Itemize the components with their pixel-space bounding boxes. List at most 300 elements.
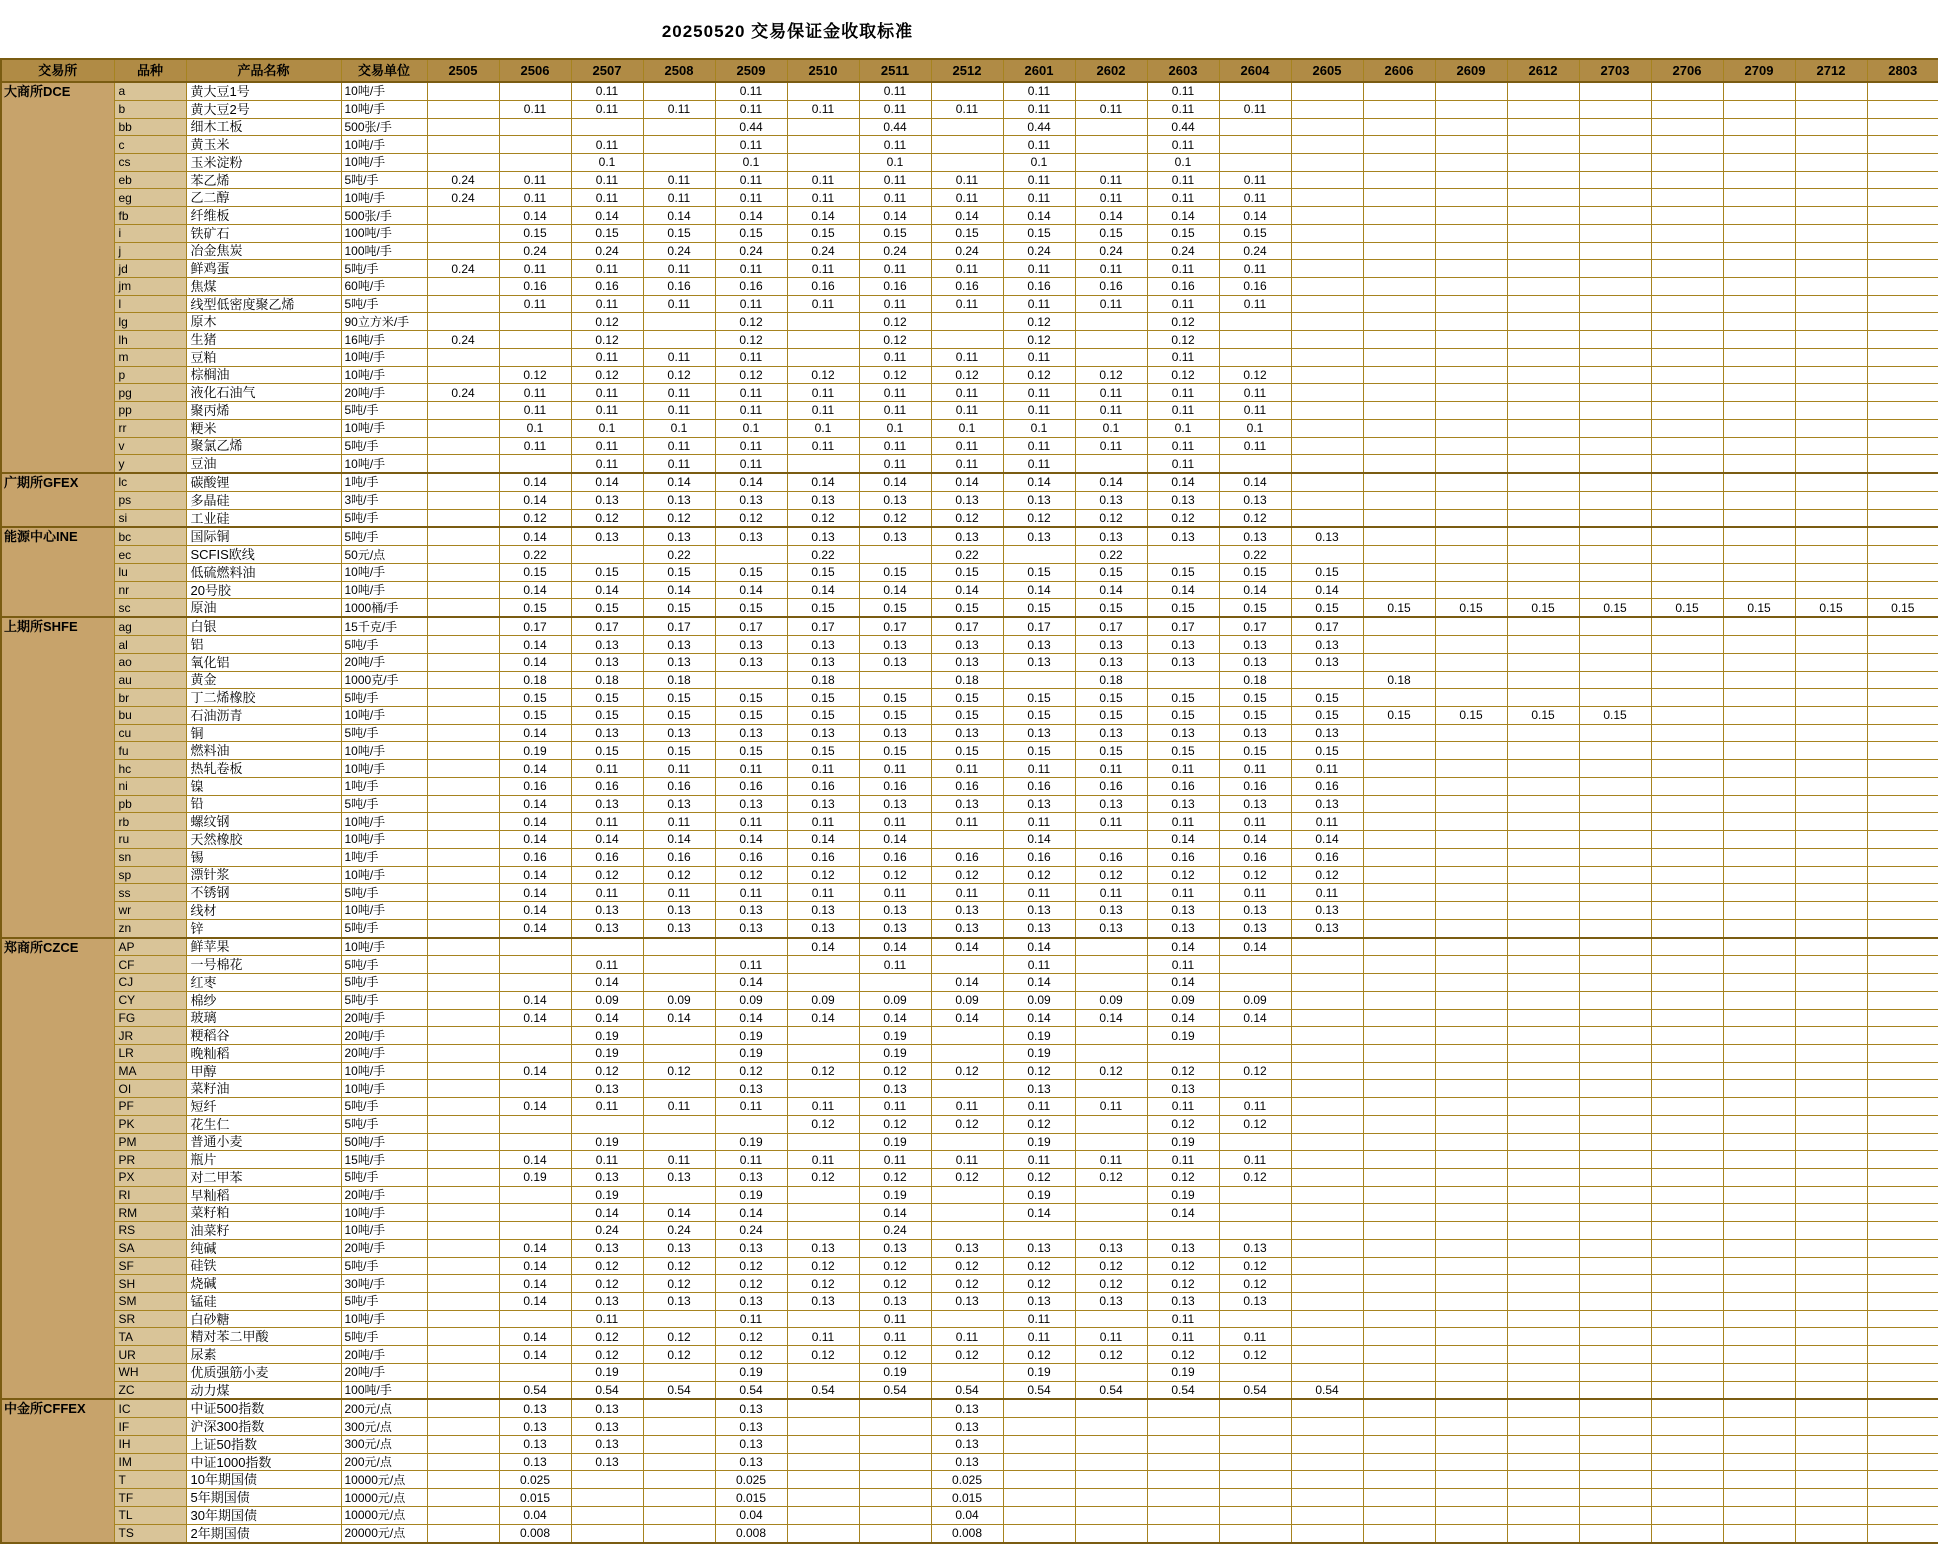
margin-value-cell [1867,242,1938,260]
margin-value-cell: 0.11 [1147,760,1219,778]
margin-value-cell [1363,1204,1435,1222]
variety-code-cell: ss [114,884,186,902]
margin-value-cell: 0.11 [1003,1098,1075,1116]
margin-value-cell [1507,813,1579,831]
product-name-cell: 5年期国债 [186,1489,341,1507]
margin-value-cell [1435,991,1507,1009]
margin-value-cell [1363,1044,1435,1062]
margin-value-cell [1363,724,1435,742]
margin-value-cell [1507,1381,1579,1399]
margin-value-cell: 0.13 [1075,795,1147,813]
margin-value-cell: 0.12 [715,331,787,349]
trade-unit-cell: 10吨/手 [341,742,427,760]
margin-value-cell [1363,1363,1435,1381]
margin-value-cell [787,136,859,154]
margin-value-cell [1507,295,1579,313]
product-name-cell: 粳米 [186,419,341,437]
margin-table [0,58,1938,1544]
margin-value-cell [643,974,715,992]
margin-value-cell [1507,617,1579,635]
margin-value-cell [427,1009,499,1027]
margin-value-cell: 0.24 [931,242,1003,260]
margin-value-cell: 0.12 [1003,366,1075,384]
margin-value-cell [1219,1133,1291,1151]
margin-value-cell [1507,956,1579,974]
trade-unit-cell: 3吨/手 [341,491,427,509]
trade-unit-cell: 20吨/手 [341,1044,427,1062]
margin-value-cell: 0.11 [1003,813,1075,831]
margin-value-cell [787,956,859,974]
trade-unit-cell: 10吨/手 [341,938,427,956]
margin-value-cell: 0.13 [787,1239,859,1257]
margin-value-cell [1507,136,1579,154]
margin-value-cell [1291,1098,1363,1116]
margin-value-cell: 0.14 [499,831,571,849]
margin-value-cell [1795,455,1867,473]
margin-value-cell [787,1204,859,1222]
product-name-cell: 早籼稻 [186,1186,341,1204]
margin-value-cell: 0.12 [1219,1062,1291,1080]
margin-value-cell [1363,509,1435,527]
margin-value-cell: 0.12 [499,366,571,384]
product-name-cell: 焦煤 [186,278,341,296]
margin-value-cell: 0.15 [1291,689,1363,707]
margin-value-cell [1579,1471,1651,1489]
trade-unit-cell: 1000克/手 [341,671,427,689]
margin-value-cell: 0.11 [787,760,859,778]
margin-value-cell [1795,1381,1867,1399]
margin-value-cell: 0.11 [571,82,643,100]
margin-value-cell [1363,1524,1435,1543]
col-header-month: 2712 [1795,59,1867,82]
margin-value-cell [1867,1080,1938,1098]
variety-code-cell: OI [114,1080,186,1098]
margin-value-cell: 0.17 [571,617,643,635]
trade-unit-cell: 5吨/手 [341,991,427,1009]
margin-value-cell [1219,1524,1291,1543]
margin-value-cell: 0.19 [571,1186,643,1204]
margin-value-cell: 0.15 [1219,742,1291,760]
variety-code-cell: PK [114,1115,186,1133]
margin-value-cell [1723,189,1795,207]
trade-unit-cell: 50吨/手 [341,1133,427,1151]
margin-value-cell: 0.11 [787,189,859,207]
margin-value-cell [427,795,499,813]
table-row [1,1098,1938,1116]
variety-code-cell: bb [114,118,186,136]
trade-unit-cell: 15千克/手 [341,617,427,635]
margin-value-cell: 0.15 [499,564,571,582]
margin-value-cell: 0.15 [571,707,643,725]
margin-value-cell: 0.15 [1291,707,1363,725]
margin-value-cell [1147,1436,1219,1454]
table-row [1,1080,1938,1098]
margin-value-cell [1291,1044,1363,1062]
margin-value-cell [1867,1363,1938,1381]
margin-value-cell [1363,224,1435,242]
margin-value-cell [1795,419,1867,437]
margin-value-cell [1795,1418,1867,1436]
margin-value-cell: 0.14 [1147,938,1219,956]
variety-code-cell: c [114,136,186,154]
margin-value-cell [1435,742,1507,760]
margin-value-cell: 0.11 [1147,171,1219,189]
margin-value-cell [1867,455,1938,473]
margin-value-cell: 0.14 [715,581,787,599]
margin-value-cell [1291,1239,1363,1257]
margin-value-cell [1147,546,1219,564]
margin-value-cell: 0.14 [499,1062,571,1080]
product-name-cell: 黄大豆2号 [186,100,341,118]
margin-value-cell: 0.13 [643,491,715,509]
product-name-cell: 苯乙烯 [186,171,341,189]
margin-value-cell [1867,884,1938,902]
margin-value-cell [1435,848,1507,866]
margin-value-cell [1363,313,1435,331]
margin-value-cell: 0.11 [859,760,931,778]
margin-value-cell: 0.13 [715,919,787,937]
margin-value-cell [1651,224,1723,242]
margin-value-cell [427,295,499,313]
margin-value-cell: 0.54 [643,1381,715,1399]
product-name-cell: 红枣 [186,974,341,992]
margin-value-cell: 0.12 [1147,1168,1219,1186]
margin-value-cell: 0.14 [931,938,1003,956]
margin-value-cell [1291,1310,1363,1328]
margin-value-cell [1507,384,1579,402]
margin-value-cell: 0.11 [1075,1151,1147,1169]
margin-value-cell: 0.11 [1147,1098,1219,1116]
margin-value-cell [1723,742,1795,760]
margin-value-cell: 0.19 [715,1363,787,1381]
margin-value-cell: 0.13 [859,724,931,742]
trade-unit-cell: 10吨/手 [341,901,427,919]
margin-value-cell: 0.15 [643,599,715,617]
margin-value-cell [1435,1328,1507,1346]
margin-value-cell: 0.13 [1147,636,1219,654]
table-row [1,242,1938,260]
margin-value-cell [1867,473,1938,491]
margin-value-cell [1651,1471,1723,1489]
margin-value-cell [859,1453,931,1471]
margin-value-cell: 0.13 [571,1453,643,1471]
margin-value-cell: 0.13 [931,1436,1003,1454]
margin-value-cell: 0.11 [715,1151,787,1169]
margin-value-cell: 0.15 [787,599,859,617]
margin-value-cell [1291,402,1363,420]
margin-value-cell: 0.12 [1219,1257,1291,1275]
col-header-month: 2703 [1579,59,1651,82]
margin-value-cell [1507,348,1579,366]
variety-code-cell: cu [114,724,186,742]
margin-value-cell: 0.12 [1075,509,1147,527]
trade-unit-cell: 5吨/手 [341,402,427,420]
margin-value-cell: 0.22 [499,546,571,564]
margin-value-cell: 0.13 [859,919,931,937]
margin-value-cell [1435,617,1507,635]
margin-value-cell: 0.11 [571,136,643,154]
margin-value-cell [1507,991,1579,1009]
margin-value-cell: 0.15 [571,742,643,760]
margin-value-cell [1507,171,1579,189]
margin-value-cell [1651,1222,1723,1240]
margin-value-cell: 0.11 [931,437,1003,455]
margin-value-cell [1435,831,1507,849]
margin-value-cell [1363,260,1435,278]
margin-value-cell [859,671,931,689]
table-row [1,1418,1938,1436]
margin-value-cell [1291,1080,1363,1098]
margin-value-cell [1723,974,1795,992]
margin-value-cell [1651,813,1723,831]
margin-value-cell: 0.14 [499,813,571,831]
variety-code-cell: TS [114,1524,186,1543]
margin-value-cell: 0.11 [1291,760,1363,778]
margin-value-cell: 0.16 [931,278,1003,296]
margin-value-cell [1723,242,1795,260]
margin-value-cell: 0.12 [931,1168,1003,1186]
product-name-cell: 热轧卷板 [186,760,341,778]
margin-value-cell [643,118,715,136]
margin-value-cell [1651,1098,1723,1116]
margin-value-cell [571,938,643,956]
variety-code-cell: pg [114,384,186,402]
margin-value-cell [1579,1044,1651,1062]
product-name-cell: 30年期国债 [186,1506,341,1524]
margin-value-cell: 0.14 [931,581,1003,599]
margin-value-cell [1003,1471,1075,1489]
table-row [1,1275,1938,1293]
margin-value-cell [787,1418,859,1436]
margin-value-cell: 0.11 [571,402,643,420]
margin-value-cell: 0.16 [787,848,859,866]
margin-value-cell [1219,974,1291,992]
margin-value-cell: 0.1 [1147,419,1219,437]
margin-value-cell: 0.14 [859,581,931,599]
margin-value-cell: 0.11 [643,813,715,831]
margin-value-cell: 0.16 [1003,848,1075,866]
margin-value-cell [1795,1453,1867,1471]
margin-value-cell: 0.1 [643,419,715,437]
margin-value-cell: 0.54 [1147,1381,1219,1399]
margin-value-cell: 0.16 [1219,777,1291,795]
margin-value-cell: 0.24 [571,242,643,260]
trade-unit-cell: 10吨/手 [341,581,427,599]
margin-value-cell: 0.13 [715,1293,787,1311]
margin-value-cell: 0.14 [499,1257,571,1275]
margin-value-cell [427,1257,499,1275]
margin-value-cell: 0.13 [1291,795,1363,813]
margin-value-cell [427,1222,499,1240]
margin-value-cell: 0.14 [1003,974,1075,992]
margin-value-cell: 0.13 [571,724,643,742]
margin-value-cell [1579,795,1651,813]
margin-value-cell [1147,1506,1219,1524]
trade-unit-cell: 5吨/手 [341,1257,427,1275]
margin-value-cell [1507,118,1579,136]
margin-value-cell [1867,437,1938,455]
margin-value-cell [1651,437,1723,455]
col-header-month: 2603 [1147,59,1219,82]
product-name-cell: 烧碱 [186,1275,341,1293]
margin-value-cell [427,419,499,437]
margin-value-cell [1867,636,1938,654]
margin-value-cell: 0.14 [715,831,787,849]
margin-value-cell: 0.24 [427,331,499,349]
margin-value-cell: 0.15 [1579,599,1651,617]
margin-value-cell [1291,1506,1363,1524]
margin-value-cell: 0.11 [931,384,1003,402]
margin-value-cell [1723,154,1795,172]
margin-value-cell [1291,171,1363,189]
product-name-cell: 线材 [186,901,341,919]
margin-value-cell: 0.13 [1219,636,1291,654]
margin-value-cell [499,1044,571,1062]
margin-value-cell [1219,1506,1291,1524]
variety-code-cell: lc [114,473,186,491]
margin-value-cell [643,1506,715,1524]
margin-value-cell [1075,974,1147,992]
trade-unit-cell: 5吨/手 [341,724,427,742]
margin-value-cell: 0.11 [931,760,1003,778]
margin-value-cell [1723,1346,1795,1364]
margin-value-cell: 0.11 [931,260,1003,278]
table-row [1,419,1938,437]
margin-value-cell [1867,1151,1938,1169]
margin-value-cell [1363,831,1435,849]
margin-value-cell: 0.12 [715,1346,787,1364]
trade-unit-cell: 20000元/点 [341,1524,427,1543]
margin-value-cell: 0.15 [715,564,787,582]
margin-value-cell: 0.12 [859,313,931,331]
margin-value-cell: 0.13 [643,795,715,813]
margin-value-cell [1363,118,1435,136]
variety-code-cell: a [114,82,186,100]
variety-code-cell: SF [114,1257,186,1275]
margin-value-cell [1867,118,1938,136]
margin-value-cell: 0.11 [1003,402,1075,420]
margin-value-cell [787,331,859,349]
margin-value-cell [787,1453,859,1471]
margin-value-cell: 0.13 [715,1453,787,1471]
table-row [1,760,1938,778]
table-row [1,384,1938,402]
margin-value-cell: 0.19 [715,1186,787,1204]
margin-value-cell [427,1044,499,1062]
margin-value-cell [1867,1204,1938,1222]
margin-value-cell: 0.12 [1003,313,1075,331]
margin-value-cell: 0.12 [643,1062,715,1080]
variety-code-cell: TF [114,1489,186,1507]
margin-value-cell: 0.11 [931,348,1003,366]
margin-value-cell: 0.11 [931,171,1003,189]
margin-value-cell [1363,866,1435,884]
margin-value-cell [1363,473,1435,491]
margin-value-cell [1219,1044,1291,1062]
margin-value-cell: 0.13 [571,901,643,919]
margin-value-cell [1219,1222,1291,1240]
margin-value-cell: 0.19 [1003,1044,1075,1062]
margin-value-cell [643,1044,715,1062]
margin-value-cell: 0.16 [1291,777,1363,795]
table-row [1,278,1938,296]
margin-value-cell [1723,402,1795,420]
exchange-cell: 广期所GFEX [1,473,114,527]
margin-value-cell [499,1310,571,1328]
header-row [1,59,1938,82]
margin-value-cell: 0.15 [571,564,643,582]
margin-value-cell [499,455,571,473]
margin-value-cell [1003,1222,1075,1240]
margin-value-cell: 0.17 [859,617,931,635]
table-row [1,1310,1938,1328]
table-row [1,707,1938,725]
margin-value-cell: 0.15 [1507,707,1579,725]
margin-value-cell [1651,491,1723,509]
margin-value-cell: 0.13 [1291,527,1363,545]
margin-value-cell: 0.13 [715,1080,787,1098]
margin-value-cell [787,1186,859,1204]
margin-value-cell [1003,1418,1075,1436]
margin-value-cell [1795,938,1867,956]
margin-value-cell: 0.15 [859,224,931,242]
margin-value-cell [427,581,499,599]
margin-value-cell [1867,1436,1938,1454]
table-row [1,1293,1938,1311]
margin-value-cell: 0.13 [1075,491,1147,509]
variety-code-cell: sn [114,848,186,866]
margin-value-cell: 0.11 [643,384,715,402]
product-name-cell: 一号棉花 [186,956,341,974]
margin-value-cell [1291,207,1363,225]
margin-value-cell: 0.13 [1147,1080,1219,1098]
product-name-cell: 对二甲苯 [186,1168,341,1186]
margin-value-cell: 0.11 [931,455,1003,473]
margin-value-cell [1291,189,1363,207]
margin-value-cell [1435,154,1507,172]
margin-value-cell: 0.12 [1147,509,1219,527]
margin-value-cell [1723,1524,1795,1543]
margin-value-cell: 0.24 [1219,242,1291,260]
margin-value-cell [1075,1080,1147,1098]
margin-value-cell [1723,1009,1795,1027]
product-name-cell: 黄金 [186,671,341,689]
product-name-cell: 液化石油气 [186,384,341,402]
variety-code-cell: PX [114,1168,186,1186]
variety-code-cell: v [114,437,186,455]
margin-value-cell [1363,546,1435,564]
margin-value-cell [1723,1363,1795,1381]
margin-value-cell [1363,136,1435,154]
margin-value-cell [1867,509,1938,527]
variety-code-cell: CF [114,956,186,974]
margin-value-cell: 0.12 [1003,1062,1075,1080]
margin-value-cell [931,313,1003,331]
margin-value-cell: 0.04 [715,1506,787,1524]
margin-value-cell: 0.12 [787,1346,859,1364]
margin-value-cell [1579,118,1651,136]
margin-value-cell [427,100,499,118]
margin-value-cell [1507,1275,1579,1293]
margin-value-cell: 0.14 [1003,1009,1075,1027]
margin-value-cell: 0.11 [571,1310,643,1328]
trade-unit-cell: 100吨/手 [341,224,427,242]
margin-value-cell [1795,671,1867,689]
margin-value-cell: 0.13 [1291,919,1363,937]
margin-value-cell [427,689,499,707]
margin-value-cell [1507,724,1579,742]
margin-value-cell: 0.16 [1147,848,1219,866]
